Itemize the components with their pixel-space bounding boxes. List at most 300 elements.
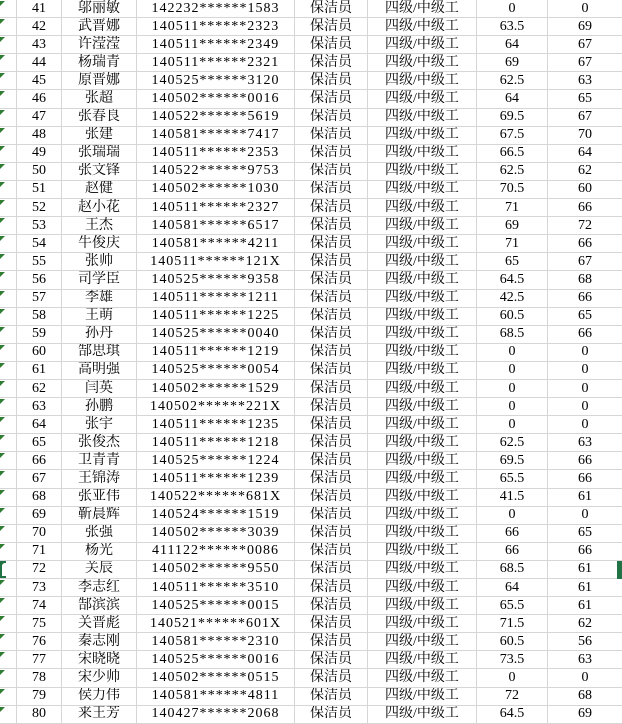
cell-score-1[interactable]: 70.5 bbox=[477, 181, 548, 199]
cell-marker[interactable] bbox=[0, 362, 17, 380]
cell-score-1[interactable]: 63.5 bbox=[477, 18, 548, 36]
cell-score-1[interactable]: 65 bbox=[477, 253, 548, 271]
cell-score-2[interactable]: 63 bbox=[548, 434, 622, 452]
cell-score-2[interactable]: 66 bbox=[548, 235, 622, 253]
cell-score-1[interactable]: 65.5 bbox=[477, 597, 548, 615]
cell-position[interactable]: 保洁员 bbox=[295, 669, 368, 687]
cell-row-number[interactable]: 61 bbox=[17, 362, 62, 380]
cell-level[interactable]: 四级/中级工 bbox=[368, 72, 477, 90]
cell-row-number[interactable]: 55 bbox=[17, 253, 62, 271]
cell-score-1[interactable]: 60.5 bbox=[477, 308, 548, 326]
cell-id-number[interactable]: 142232******1583 bbox=[137, 0, 295, 18]
cell-position[interactable]: 保洁员 bbox=[295, 615, 368, 633]
cell-row-number[interactable]: 60 bbox=[17, 344, 62, 362]
cell-row-number[interactable]: 44 bbox=[17, 54, 62, 72]
cell-name[interactable]: 张瑞瑞 bbox=[62, 145, 137, 163]
cell-name[interactable]: 关晋彪 bbox=[62, 615, 137, 633]
cell-name[interactable]: 闫英 bbox=[62, 380, 137, 398]
cell-score-2[interactable]: 66 bbox=[548, 452, 622, 470]
cell-position[interactable]: 保洁员 bbox=[295, 253, 368, 271]
cell-name[interactable]: 邬丽敏 bbox=[62, 0, 137, 18]
cell-score-1[interactable]: 42.5 bbox=[477, 290, 548, 308]
cell-position[interactable]: 保洁员 bbox=[295, 72, 368, 90]
cell-id-number[interactable]: 140511******1239 bbox=[137, 470, 295, 488]
cell-id-number[interactable]: 140522******681X bbox=[137, 489, 295, 507]
cell-name[interactable]: 原晋娜 bbox=[62, 72, 137, 90]
cell-score-1[interactable]: 66 bbox=[477, 525, 548, 543]
cell-position[interactable]: 保洁员 bbox=[295, 271, 368, 289]
cell-marker[interactable] bbox=[0, 434, 17, 452]
cell-id-number[interactable]: 140525******0054 bbox=[137, 362, 295, 380]
cell-level[interactable]: 四级/中级工 bbox=[368, 326, 477, 344]
cell-position[interactable]: 保洁员 bbox=[295, 507, 368, 525]
cell-level[interactable]: 四级/中级工 bbox=[368, 597, 477, 615]
cell-name[interactable]: 司学臣 bbox=[62, 271, 137, 289]
cell-position[interactable]: 保洁员 bbox=[295, 290, 368, 308]
cell-score-2[interactable]: 60 bbox=[548, 181, 622, 199]
cell-score-2[interactable]: 61 bbox=[548, 489, 622, 507]
cell-row-number[interactable]: 64 bbox=[17, 416, 62, 434]
cell-marker[interactable] bbox=[0, 290, 17, 308]
cell-level[interactable]: 四级/中级工 bbox=[368, 688, 477, 706]
cell-row-number[interactable]: 68 bbox=[17, 489, 62, 507]
cell-score-1[interactable]: 0 bbox=[477, 398, 548, 416]
cell-position[interactable]: 保洁员 bbox=[295, 688, 368, 706]
cell-position[interactable]: 保洁员 bbox=[295, 362, 368, 380]
cell-id-number[interactable]: 140525******9358 bbox=[137, 271, 295, 289]
cell-name[interactable]: 侯力伟 bbox=[62, 688, 137, 706]
cell-position[interactable]: 保洁员 bbox=[295, 470, 368, 488]
cell-name[interactable]: 许滢滢 bbox=[62, 36, 137, 54]
cell-position[interactable]: 保洁员 bbox=[295, 344, 368, 362]
cell-score-1[interactable]: 71 bbox=[477, 235, 548, 253]
cell-row-number[interactable]: 51 bbox=[17, 181, 62, 199]
cell-level[interactable]: 四级/中级工 bbox=[368, 181, 477, 199]
cell-position[interactable]: 保洁员 bbox=[295, 489, 368, 507]
cell-position[interactable]: 保洁员 bbox=[295, 181, 368, 199]
cell-id-number[interactable]: 140581******7417 bbox=[137, 127, 295, 145]
cell-marker[interactable] bbox=[0, 109, 17, 127]
cell-score-1[interactable]: 69.5 bbox=[477, 452, 548, 470]
cell-marker[interactable] bbox=[0, 669, 17, 687]
cell-marker[interactable] bbox=[0, 145, 17, 163]
cell-marker[interactable] bbox=[0, 507, 17, 525]
cell-position[interactable]: 保洁员 bbox=[295, 127, 368, 145]
cell-name[interactable]: 郜滨滨 bbox=[62, 597, 137, 615]
cell-score-2[interactable]: 70 bbox=[548, 127, 622, 145]
cell-score-2[interactable]: 67 bbox=[548, 54, 622, 72]
cell-position[interactable]: 保洁员 bbox=[295, 308, 368, 326]
cell-position[interactable]: 保洁员 bbox=[295, 54, 368, 72]
cell-position[interactable]: 保洁员 bbox=[295, 36, 368, 54]
cell-name[interactable]: 孙鹏 bbox=[62, 398, 137, 416]
cell-marker[interactable] bbox=[0, 181, 17, 199]
cell-score-2[interactable]: 69 bbox=[548, 18, 622, 36]
cell-row-number[interactable]: 63 bbox=[17, 398, 62, 416]
cell-score-2[interactable]: 67 bbox=[548, 253, 622, 271]
cell-level[interactable]: 四级/中级工 bbox=[368, 615, 477, 633]
cell-score-2[interactable]: 65 bbox=[548, 308, 622, 326]
cell-marker[interactable] bbox=[0, 615, 17, 633]
cell-position[interactable]: 保洁员 bbox=[295, 145, 368, 163]
cell-score-1[interactable]: 64 bbox=[477, 90, 548, 108]
cell-row-number[interactable]: 49 bbox=[17, 145, 62, 163]
cell-row-number[interactable]: 41 bbox=[17, 0, 62, 18]
cell-position[interactable]: 保洁员 bbox=[295, 561, 368, 579]
cell-level[interactable]: 四级/中级工 bbox=[368, 543, 477, 561]
cell-id-number[interactable]: 140581******4211 bbox=[137, 235, 295, 253]
cell-score-1[interactable]: 73.5 bbox=[477, 651, 548, 669]
cell-score-1[interactable]: 68.5 bbox=[477, 326, 548, 344]
cell-name[interactable]: 张超 bbox=[62, 90, 137, 108]
cell-name[interactable]: 武晋娜 bbox=[62, 18, 137, 36]
cell-score-2[interactable]: 72 bbox=[548, 217, 622, 235]
cell-id-number[interactable]: 140511******2353 bbox=[137, 145, 295, 163]
cell-row-number[interactable]: 47 bbox=[17, 109, 62, 127]
cell-name[interactable]: 杨瑞青 bbox=[62, 54, 137, 72]
cell-name[interactable]: 赵小花 bbox=[62, 199, 137, 217]
cell-score-2[interactable]: 61 bbox=[548, 579, 622, 597]
cell-name[interactable]: 张文锋 bbox=[62, 163, 137, 181]
cell-id-number[interactable]: 140511******1225 bbox=[137, 308, 295, 326]
cell-name[interactable]: 张宇 bbox=[62, 416, 137, 434]
cell-id-number[interactable]: 140511******1219 bbox=[137, 344, 295, 362]
cell-marker[interactable] bbox=[0, 688, 17, 706]
cell-row-number[interactable]: 58 bbox=[17, 308, 62, 326]
cell-id-number[interactable]: 140511******1235 bbox=[137, 416, 295, 434]
cell-position[interactable]: 保洁员 bbox=[295, 434, 368, 452]
cell-id-number[interactable]: 140521******601X bbox=[137, 615, 295, 633]
cell-marker[interactable] bbox=[0, 452, 17, 470]
cell-level[interactable]: 四级/中级工 bbox=[368, 235, 477, 253]
cell-row-number[interactable]: 54 bbox=[17, 235, 62, 253]
cell-score-1[interactable]: 69 bbox=[477, 217, 548, 235]
cell-row-number[interactable]: 57 bbox=[17, 290, 62, 308]
cell-id-number[interactable]: 140511******2327 bbox=[137, 199, 295, 217]
cell-name[interactable]: 王萌 bbox=[62, 308, 137, 326]
cell-level[interactable]: 四级/中级工 bbox=[368, 217, 477, 235]
cell-score-2[interactable]: 66 bbox=[548, 543, 622, 561]
cell-score-2[interactable]: 67 bbox=[548, 36, 622, 54]
cell-position[interactable]: 保洁员 bbox=[295, 109, 368, 127]
cell-name[interactable]: 来王芳 bbox=[62, 706, 137, 724]
cell-name[interactable]: 王杰 bbox=[62, 217, 137, 235]
cell-row-number[interactable]: 48 bbox=[17, 127, 62, 145]
cell-level[interactable]: 四级/中级工 bbox=[368, 398, 477, 416]
cell-marker[interactable] bbox=[0, 235, 17, 253]
cell-score-2[interactable]: 0 bbox=[548, 416, 622, 434]
cell-score-1[interactable]: 41.5 bbox=[477, 489, 548, 507]
cell-id-number[interactable]: 140525******0040 bbox=[137, 326, 295, 344]
cell-position[interactable]: 保洁员 bbox=[295, 525, 368, 543]
cell-score-2[interactable]: 62 bbox=[548, 163, 622, 181]
cell-score-2[interactable]: 65 bbox=[548, 90, 622, 108]
cell-score-2[interactable]: 66 bbox=[548, 290, 622, 308]
cell-id-number[interactable]: 140522******9753 bbox=[137, 163, 295, 181]
cell-id-number[interactable]: 140525******0016 bbox=[137, 651, 295, 669]
cell-id-number[interactable]: 140525******1224 bbox=[137, 452, 295, 470]
cell-score-2[interactable]: 67 bbox=[548, 109, 622, 127]
cell-score-1[interactable]: 0 bbox=[477, 416, 548, 434]
cell-level[interactable]: 四级/中级工 bbox=[368, 0, 477, 18]
cell-id-number[interactable]: 140502******0016 bbox=[137, 90, 295, 108]
cell-position[interactable]: 保洁员 bbox=[295, 579, 368, 597]
cell-name[interactable]: 王锦涛 bbox=[62, 470, 137, 488]
cell-level[interactable]: 四级/中级工 bbox=[368, 253, 477, 271]
cell-marker[interactable] bbox=[0, 543, 17, 561]
cell-level[interactable]: 四级/中级工 bbox=[368, 525, 477, 543]
cell-marker[interactable] bbox=[0, 706, 17, 724]
cell-id-number[interactable]: 140511******2321 bbox=[137, 54, 295, 72]
cell-score-2[interactable]: 63 bbox=[548, 651, 622, 669]
cell-row-number[interactable]: 42 bbox=[17, 18, 62, 36]
cell-score-1[interactable]: 0 bbox=[477, 669, 548, 687]
cell-name[interactable]: 宋少帅 bbox=[62, 669, 137, 687]
cell-name[interactable]: 张帅 bbox=[62, 253, 137, 271]
cell-position[interactable]: 保洁员 bbox=[295, 380, 368, 398]
cell-row-number[interactable]: 46 bbox=[17, 90, 62, 108]
cell-name[interactable]: 赵健 bbox=[62, 181, 137, 199]
cell-row-number[interactable]: 76 bbox=[17, 633, 62, 651]
cell-id-number[interactable]: 140511******3510 bbox=[137, 579, 295, 597]
cell-position[interactable]: 保洁员 bbox=[295, 163, 368, 181]
cell-marker[interactable] bbox=[0, 525, 17, 543]
cell-score-2[interactable]: 0 bbox=[548, 362, 622, 380]
cell-marker[interactable] bbox=[0, 344, 17, 362]
cell-score-1[interactable]: 60.5 bbox=[477, 633, 548, 651]
cell-name[interactable]: 张亚伟 bbox=[62, 489, 137, 507]
cell-name[interactable]: 杨光 bbox=[62, 543, 137, 561]
cell-id-number[interactable]: 140511******2349 bbox=[137, 36, 295, 54]
cell-name[interactable]: 宋晓晓 bbox=[62, 651, 137, 669]
cell-name[interactable]: 张建 bbox=[62, 127, 137, 145]
cell-score-2[interactable]: 66 bbox=[548, 326, 622, 344]
cell-score-1[interactable]: 0 bbox=[477, 380, 548, 398]
cell-position[interactable]: 保洁员 bbox=[295, 217, 368, 235]
cell-score-1[interactable]: 67.5 bbox=[477, 127, 548, 145]
cell-level[interactable]: 四级/中级工 bbox=[368, 651, 477, 669]
cell-score-1[interactable]: 64.5 bbox=[477, 271, 548, 289]
cell-position[interactable]: 保洁员 bbox=[295, 452, 368, 470]
cell-marker[interactable] bbox=[0, 489, 17, 507]
cell-level[interactable]: 四级/中级工 bbox=[368, 18, 477, 36]
cell-row-number[interactable]: 71 bbox=[17, 543, 62, 561]
cell-level[interactable]: 四级/中级工 bbox=[368, 362, 477, 380]
cell-marker[interactable] bbox=[0, 217, 17, 235]
cell-position[interactable]: 保洁员 bbox=[295, 416, 368, 434]
cell-score-1[interactable]: 62.5 bbox=[477, 434, 548, 452]
cell-id-number[interactable]: 140511******1211 bbox=[137, 290, 295, 308]
cell-row-number[interactable]: 59 bbox=[17, 326, 62, 344]
cell-score-1[interactable]: 69.5 bbox=[477, 109, 548, 127]
cell-row-number[interactable]: 75 bbox=[17, 615, 62, 633]
cell-score-1[interactable]: 0 bbox=[477, 0, 548, 18]
cell-level[interactable]: 四级/中级工 bbox=[368, 54, 477, 72]
cell-score-1[interactable]: 64.5 bbox=[477, 706, 548, 724]
cell-score-2[interactable]: 66 bbox=[548, 199, 622, 217]
cell-position[interactable]: 保洁员 bbox=[295, 597, 368, 615]
cell-level[interactable]: 四级/中级工 bbox=[368, 145, 477, 163]
cell-id-number[interactable]: 140511******1218 bbox=[137, 434, 295, 452]
cell-level[interactable]: 四级/中级工 bbox=[368, 470, 477, 488]
cell-score-2[interactable]: 61 bbox=[548, 561, 622, 579]
cell-position[interactable]: 保洁员 bbox=[295, 543, 368, 561]
cell-marker[interactable] bbox=[0, 651, 17, 669]
cell-score-2[interactable]: 68 bbox=[548, 688, 622, 706]
cell-row-number[interactable]: 77 bbox=[17, 651, 62, 669]
cell-score-1[interactable]: 62.5 bbox=[477, 72, 548, 90]
cell-row-number[interactable]: 66 bbox=[17, 452, 62, 470]
cell-marker[interactable] bbox=[0, 127, 17, 145]
cell-marker[interactable] bbox=[0, 398, 17, 416]
cell-level[interactable]: 四级/中级工 bbox=[368, 163, 477, 181]
cell-score-2[interactable]: 65 bbox=[548, 525, 622, 543]
cell-score-1[interactable]: 68.5 bbox=[477, 561, 548, 579]
cell-level[interactable]: 四级/中级工 bbox=[368, 706, 477, 724]
cell-marker[interactable] bbox=[0, 18, 17, 36]
cell-row-number[interactable]: 53 bbox=[17, 217, 62, 235]
cell-level[interactable]: 四级/中级工 bbox=[368, 579, 477, 597]
cell-marker[interactable] bbox=[0, 271, 17, 289]
cell-row-number[interactable]: 73 bbox=[17, 579, 62, 597]
cell-score-2[interactable]: 56 bbox=[548, 633, 622, 651]
cell-position[interactable]: 保洁员 bbox=[295, 398, 368, 416]
cell-level[interactable]: 四级/中级工 bbox=[368, 416, 477, 434]
cell-position[interactable]: 保洁员 bbox=[295, 706, 368, 724]
cell-name[interactable]: 张强 bbox=[62, 525, 137, 543]
cell-score-2[interactable]: 0 bbox=[548, 380, 622, 398]
cell-score-1[interactable]: 66 bbox=[477, 543, 548, 561]
cell-marker[interactable] bbox=[0, 36, 17, 54]
cell-row-number[interactable]: 56 bbox=[17, 271, 62, 289]
cell-id-number[interactable]: 140502******221X bbox=[137, 398, 295, 416]
cell-level[interactable]: 四级/中级工 bbox=[368, 452, 477, 470]
cell-score-2[interactable]: 0 bbox=[548, 398, 622, 416]
cell-name[interactable]: 高明强 bbox=[62, 362, 137, 380]
cell-marker[interactable] bbox=[0, 90, 17, 108]
cell-score-1[interactable]: 0 bbox=[477, 362, 548, 380]
cell-level[interactable]: 四级/中级工 bbox=[368, 127, 477, 145]
cell-marker[interactable] bbox=[0, 199, 17, 217]
cell-position[interactable]: 保洁员 bbox=[295, 18, 368, 36]
cell-id-number[interactable]: 140511******2323 bbox=[137, 18, 295, 36]
cell-marker[interactable] bbox=[0, 579, 17, 597]
cell-level[interactable]: 四级/中级工 bbox=[368, 507, 477, 525]
cell-level[interactable]: 四级/中级工 bbox=[368, 308, 477, 326]
cell-score-1[interactable]: 0 bbox=[477, 344, 548, 362]
cell-level[interactable]: 四级/中级工 bbox=[368, 90, 477, 108]
cell-position[interactable]: 保洁员 bbox=[295, 651, 368, 669]
cell-id-number[interactable]: 140427******2068 bbox=[137, 706, 295, 724]
cell-level[interactable]: 四级/中级工 bbox=[368, 633, 477, 651]
cell-id-number[interactable]: 140524******1519 bbox=[137, 507, 295, 525]
cell-score-2[interactable]: 0 bbox=[548, 344, 622, 362]
cell-row-number[interactable]: 78 bbox=[17, 669, 62, 687]
cell-id-number[interactable]: 140525******0015 bbox=[137, 597, 295, 615]
cell-id-number[interactable]: 140502******9550 bbox=[137, 561, 295, 579]
cell-level[interactable]: 四级/中级工 bbox=[368, 434, 477, 452]
cell-row-number[interactable]: 52 bbox=[17, 199, 62, 217]
cell-name[interactable]: 张春良 bbox=[62, 109, 137, 127]
cell-marker[interactable] bbox=[0, 597, 17, 615]
cell-id-number[interactable]: 140522******5619 bbox=[137, 109, 295, 127]
cell-name[interactable]: 靳晨辉 bbox=[62, 507, 137, 525]
cell-row-number[interactable]: 67 bbox=[17, 470, 62, 488]
cell-position[interactable]: 保洁员 bbox=[295, 235, 368, 253]
cell-level[interactable]: 四级/中级工 bbox=[368, 561, 477, 579]
cell-row-number[interactable]: 50 bbox=[17, 163, 62, 181]
cell-name[interactable]: 郜思琪 bbox=[62, 344, 137, 362]
cell-name[interactable]: 李雄 bbox=[62, 290, 137, 308]
cell-level[interactable]: 四级/中级工 bbox=[368, 109, 477, 127]
cell-score-2[interactable]: 69 bbox=[548, 706, 622, 724]
cell-level[interactable]: 四级/中级工 bbox=[368, 271, 477, 289]
cell-id-number[interactable]: 140581******6517 bbox=[137, 217, 295, 235]
cell-position[interactable]: 保洁员 bbox=[295, 0, 368, 18]
cell-score-1[interactable]: 69 bbox=[477, 54, 548, 72]
cell-row-number[interactable]: 79 bbox=[17, 688, 62, 706]
cell-level[interactable]: 四级/中级工 bbox=[368, 290, 477, 308]
cell-row-number[interactable]: 70 bbox=[17, 525, 62, 543]
cell-score-2[interactable]: 68 bbox=[548, 271, 622, 289]
cell-id-number[interactable]: 140502******0515 bbox=[137, 669, 295, 687]
cell-level[interactable]: 四级/中级工 bbox=[368, 380, 477, 398]
cell-score-1[interactable]: 62.5 bbox=[477, 163, 548, 181]
cell-name[interactable]: 张俊杰 bbox=[62, 434, 137, 452]
cell-row-number[interactable]: 62 bbox=[17, 380, 62, 398]
cell-name[interactable]: 孙丹 bbox=[62, 326, 137, 344]
cell-position[interactable]: 保洁员 bbox=[295, 90, 368, 108]
cell-id-number[interactable]: 140502******3039 bbox=[137, 525, 295, 543]
cell-position[interactable]: 保洁员 bbox=[295, 633, 368, 651]
cell-marker[interactable] bbox=[0, 416, 17, 434]
cell-marker[interactable] bbox=[0, 163, 17, 181]
cell-position[interactable]: 保洁员 bbox=[295, 326, 368, 344]
cell-level[interactable]: 四级/中级工 bbox=[368, 199, 477, 217]
cell-marker[interactable] bbox=[0, 633, 17, 651]
cell-score-1[interactable]: 71.5 bbox=[477, 615, 548, 633]
cell-marker[interactable] bbox=[0, 0, 17, 18]
cell-marker[interactable] bbox=[0, 380, 17, 398]
cell-score-2[interactable]: 0 bbox=[548, 507, 622, 525]
cell-id-number[interactable]: 140581******4811 bbox=[137, 688, 295, 706]
cell-id-number[interactable]: 140502******1529 bbox=[137, 380, 295, 398]
cell-marker[interactable] bbox=[0, 72, 17, 90]
cell-name[interactable]: 秦志刚 bbox=[62, 633, 137, 651]
cell-score-2[interactable]: 0 bbox=[548, 669, 622, 687]
cell-score-2[interactable]: 63 bbox=[548, 72, 622, 90]
cell-row-number[interactable]: 45 bbox=[17, 72, 62, 90]
cell-score-1[interactable]: 72 bbox=[477, 688, 548, 706]
cell-name[interactable]: 卫青青 bbox=[62, 452, 137, 470]
cell-marker[interactable] bbox=[0, 470, 17, 488]
cell-name[interactable]: 李志红 bbox=[62, 579, 137, 597]
cell-row-number[interactable]: 65 bbox=[17, 434, 62, 452]
cell-id-number[interactable]: 140502******1030 bbox=[137, 181, 295, 199]
cell-score-2[interactable]: 64 bbox=[548, 145, 622, 163]
cell-level[interactable]: 四级/中级工 bbox=[368, 669, 477, 687]
cell-position[interactable]: 保洁员 bbox=[295, 199, 368, 217]
cell-row-number[interactable]: 69 bbox=[17, 507, 62, 525]
cell-id-number[interactable]: 140581******2310 bbox=[137, 633, 295, 651]
cell-score-1[interactable]: 65.5 bbox=[477, 470, 548, 488]
cell-level[interactable]: 四级/中级工 bbox=[368, 344, 477, 362]
cell-level[interactable]: 四级/中级工 bbox=[368, 36, 477, 54]
cell-name[interactable]: 牛俊庆 bbox=[62, 235, 137, 253]
cell-marker[interactable] bbox=[0, 54, 17, 72]
cell-score-1[interactable]: 0 bbox=[477, 507, 548, 525]
cell-row-number[interactable]: 43 bbox=[17, 36, 62, 54]
